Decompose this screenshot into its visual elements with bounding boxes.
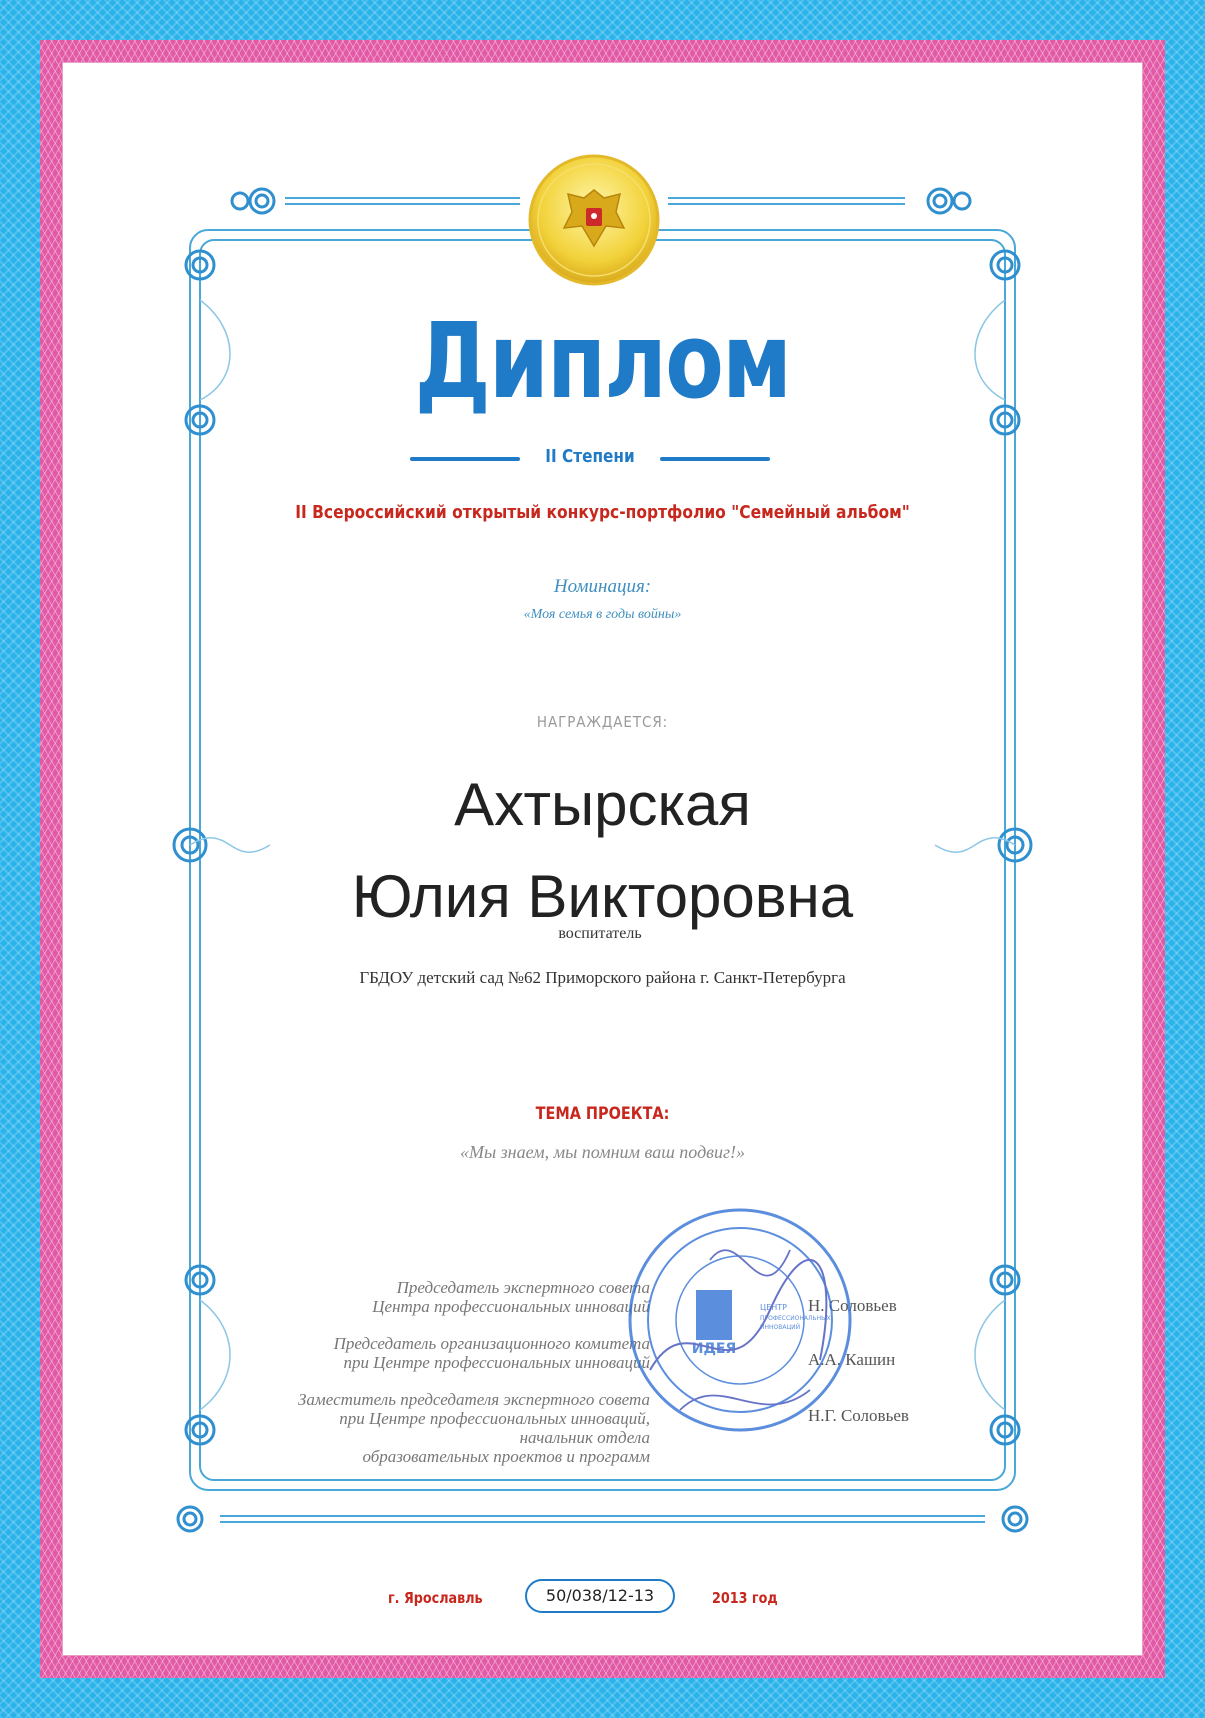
signature-3-line-1: Заместитель председателя экспертного совета (297, 1390, 650, 1409)
signature-3-line-3: начальник отдела (519, 1428, 650, 1447)
svg-text:ИДЕЯ: ИДЕЯ (691, 1341, 737, 1357)
svg-text:ИННОВАЦИЙ: ИННОВАЦИЙ (760, 1324, 801, 1331)
signature-title-1 (372, 1278, 650, 1316)
signature-name-1: Н. Соловьев (808, 1296, 897, 1315)
awarded-label: НАГРАЖДАЕТСЯ: (536, 713, 669, 731)
project-theme-label: ТЕМА ПРОЕКТА: (535, 1104, 670, 1124)
diploma-number: 50/038/12-13 (525, 1579, 675, 1613)
svg-text:ПРОФЕССИОНАЛЬНЫХ: ПРОФЕССИОНАЛЬНЫХ (760, 1315, 831, 1322)
diploma-title: Диплом (414, 300, 791, 422)
degree-divider-left (410, 457, 520, 461)
project-theme-value: «Мы знаем, мы помним ваш подвиг!» (459, 1142, 746, 1162)
signature-2-line-2: при Центре профессиональных инноваций (343, 1353, 650, 1372)
signature-1-line-1: Председатель экспертного совета (396, 1278, 650, 1297)
coat-of-arms-emblem (524, 150, 664, 290)
signature-3-line-4: образовательных проектов и программ (362, 1447, 650, 1466)
signature-2-line-1: Председатель организационного комитета (333, 1334, 650, 1353)
nomination-value: «Моя семья в годы войны» (523, 607, 682, 622)
signature-3-line-2: при Центре профессиональных инноваций, (339, 1409, 650, 1428)
signature-title-2 (334, 1334, 650, 1372)
recipient-position: воспитатель (558, 925, 642, 942)
recipient-surname: Ахтырская (454, 771, 751, 838)
contest-name: II Всероссийский открытый конкурс-портфолио "Семейный альбом" (295, 502, 910, 523)
degree-label: II Степени (545, 446, 635, 467)
footer-year: 2013 год (712, 1589, 778, 1607)
nomination-label: Номинация: (553, 576, 652, 597)
signature-title-3 (298, 1390, 650, 1466)
footer-city: г. Ярославль (388, 1589, 483, 1607)
degree-divider-right (660, 457, 770, 461)
signature-name-2: А.А. Кашин (808, 1350, 896, 1369)
signature-name-3: Н.Г. Соловьев (808, 1406, 909, 1425)
recipient-name: Юлия Викторовна (351, 863, 854, 930)
degree-row (410, 444, 770, 474)
signature-1-line-2: Центра профессиональных инноваций (372, 1297, 650, 1316)
organization-stamp (620, 1200, 860, 1440)
svg-text:ЦЕНТР: ЦЕНТР (760, 1303, 787, 1312)
recipient-organization: ГБДОУ детский сад №62 Приморского района г. Санкт-Петербурга (359, 968, 846, 987)
